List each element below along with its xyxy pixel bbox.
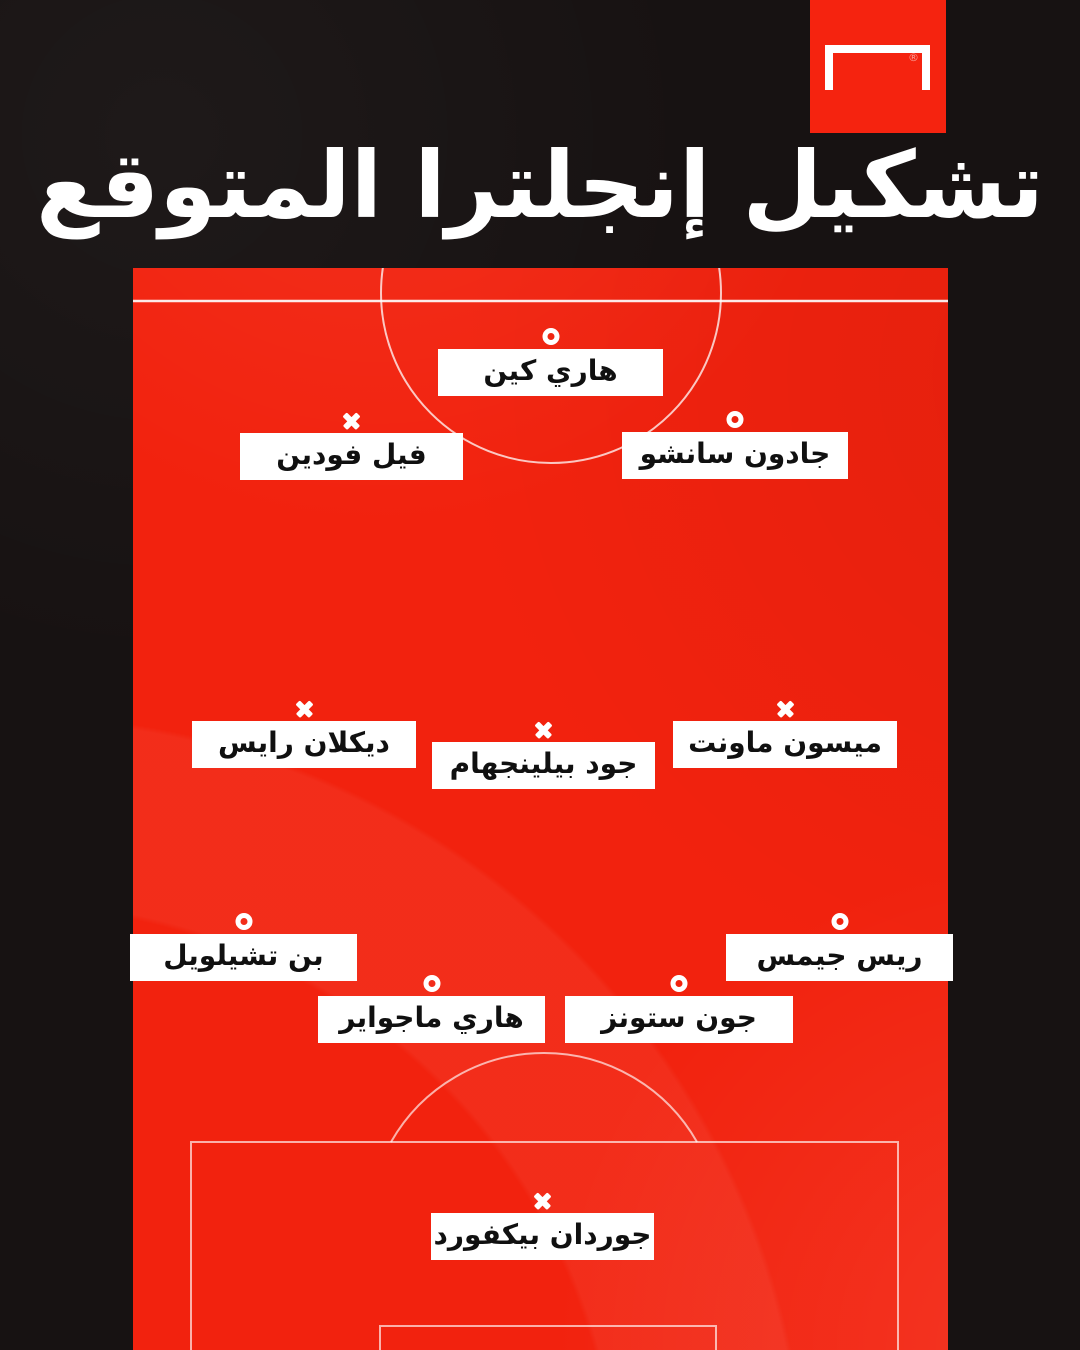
player-name-plate: [318, 996, 545, 1043]
circle-marker-icon: [542, 328, 559, 345]
circle-marker-icon: [727, 411, 744, 428]
page-title: تشكيل إنجلترا المتوقع: [36, 132, 1044, 239]
player-name: هاري كين: [483, 353, 618, 387]
player-ben-chilwell: [130, 934, 357, 981]
x-marker-icon: [535, 721, 552, 738]
x-marker-icon: [534, 1192, 551, 1209]
player-name: فيل فودين: [276, 437, 427, 471]
x-marker-icon: [777, 700, 794, 717]
player-phil-foden: [240, 433, 463, 480]
player-name: جون ستونز: [601, 1000, 757, 1034]
circle-marker-icon: [423, 975, 440, 992]
player-name-plate: [673, 721, 897, 768]
player-name: ريس جيمس: [756, 938, 923, 972]
player-name: جوردان بيكفورد: [433, 1217, 652, 1251]
player-name: جود بيلينجهام: [449, 746, 638, 780]
pitch: [133, 268, 948, 1350]
player-name-plate: [431, 1213, 654, 1260]
circle-marker-icon: [671, 975, 688, 992]
player-name-plate: [432, 742, 655, 789]
player-name-plate: [565, 996, 793, 1043]
player-jadon-sancho: [622, 432, 848, 479]
player-name-plate: [192, 721, 416, 768]
circle-marker-icon: [235, 913, 252, 930]
player-jude-bellingham: [432, 742, 655, 789]
player-john-stones: [565, 996, 793, 1043]
x-marker-icon: [343, 412, 360, 429]
x-marker-icon: [296, 700, 313, 717]
player-name: ديكلان رايس: [218, 725, 390, 759]
player-name-plate: [438, 349, 663, 396]
player-name-plate: [726, 934, 953, 981]
player-name: ميسون ماونت: [688, 725, 882, 759]
goal-box-line: [380, 1326, 716, 1350]
player-harry-maguire: [318, 996, 545, 1043]
player-mason-mount: [673, 721, 897, 768]
player-name-plate: [130, 934, 357, 981]
player-jordan-pickford: [431, 1213, 654, 1260]
player-name: جادون سانشو: [639, 436, 831, 470]
player-declan-rice: [192, 721, 416, 768]
player-name: بن تشيلويل: [163, 938, 324, 972]
player-reece-james: [726, 934, 953, 981]
player-name: هاري ماجواير: [339, 1000, 524, 1034]
goal-logo: [810, 0, 946, 133]
registered-mark: ®: [908, 51, 919, 64]
pitch-lines: [133, 268, 948, 1350]
circle-marker-icon: [831, 913, 848, 930]
player-name-plate: [240, 433, 463, 480]
penalty-arc: [391, 1053, 697, 1142]
player-name-plate: [622, 432, 848, 479]
player-harry-kane: [438, 349, 663, 396]
goal-frame-icon: [810, 0, 946, 133]
